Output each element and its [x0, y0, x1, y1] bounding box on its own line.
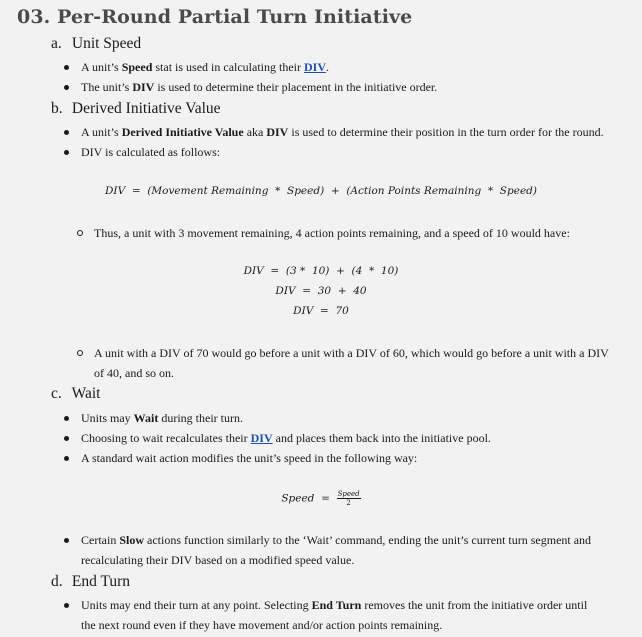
bullet-icon	[64, 456, 69, 461]
hollow-bullet-icon	[77, 230, 83, 236]
bullet-icon	[64, 538, 69, 543]
text: actions function similarly to the ‘Wait’ command, ending the unit’s current turn segment and	[144, 533, 592, 547]
section-title: End Turn	[71, 573, 131, 590]
list-item	[64, 57, 329, 77]
text: Units may end their turn at any point. Selecting	[81, 598, 312, 612]
fraction-denominator: 2	[346, 499, 351, 507]
text: aka	[243, 125, 267, 139]
text: A unit’s	[81, 60, 122, 74]
bullet-icon	[64, 416, 69, 421]
text: stat is used in calculating their	[152, 60, 305, 74]
bullet-icon	[64, 85, 69, 90]
list-item	[64, 408, 243, 428]
text: the next round even if they have movement and/or action points remaining.	[81, 618, 443, 632]
text: Units may	[81, 411, 134, 425]
fraction	[337, 490, 361, 507]
text: is used to determine their placement in the initiative order.	[154, 80, 438, 94]
section-label: c.	[51, 385, 62, 402]
section-title: Unit Speed	[71, 35, 142, 52]
bold-term: DIV	[266, 125, 289, 139]
list-item	[64, 142, 220, 162]
section-heading-derived-initiative-value	[51, 100, 221, 118]
example-equation-line-1: DIV = (3 * 10) + (4 * 10)	[243, 265, 399, 277]
formula-equals: =	[321, 492, 330, 505]
section-title: Derived Initiative Value	[71, 100, 221, 117]
text: .	[326, 60, 330, 74]
text: The unit’s	[81, 80, 133, 94]
text: removes the unit from the initiative order until	[361, 598, 588, 612]
sub-list-item	[77, 343, 609, 383]
bullet-icon	[64, 130, 69, 135]
bold-term: Slow	[119, 533, 145, 547]
section-heading-wait	[51, 385, 101, 403]
bold-term: Derived Initiative Value	[121, 125, 244, 139]
text: A unit’s	[81, 125, 122, 139]
bullet-icon	[64, 150, 69, 155]
example-equation-line-3: DIV = 70	[293, 305, 349, 317]
formula-lhs: Speed	[281, 492, 315, 505]
text: A standard wait action modifies the unit’s speed in the following way:	[81, 451, 418, 465]
section-title: Wait	[71, 385, 101, 402]
div-formula: DIV = (Movement Remaining * Speed) + (Action Points Remaining * Speed)	[105, 185, 537, 197]
text: recalculating their DIV based on a modified speed value.	[81, 553, 355, 567]
bullet-icon	[64, 65, 69, 70]
wait-speed-formula	[0, 490, 642, 507]
fraction-numerator: Speed	[337, 490, 360, 498]
list-item	[64, 428, 491, 448]
list-item	[64, 122, 604, 142]
sub-list-item	[77, 223, 570, 243]
text: of 40, and so on.	[94, 366, 174, 380]
text: Certain	[81, 533, 120, 547]
list-item	[64, 530, 591, 570]
section-label: d.	[51, 573, 63, 590]
bold-term: End Turn	[311, 598, 362, 612]
text: during their turn.	[158, 411, 243, 425]
bold-term: Speed	[121, 60, 153, 74]
bullet-icon	[64, 436, 69, 441]
bullet-icon	[64, 603, 69, 608]
example-equation-line-2: DIV = 30 + 40	[275, 285, 367, 297]
bold-term: DIV	[132, 80, 155, 94]
section-heading-end-turn	[51, 573, 130, 591]
section-label: a.	[51, 35, 62, 52]
text: Thus, a unit with 3 movement remaining, 4 action points remaining, and a speed of 10 would have:	[94, 226, 570, 240]
text: DIV is calculated as follows:	[81, 145, 221, 159]
text: and places them back into the initiative pool.	[272, 431, 491, 445]
list-item	[64, 448, 417, 468]
text: A unit with a DIV of 70 would go before a unit with a DIV of 60, which would go before a unit with a DIV	[94, 346, 609, 360]
hollow-bullet-icon	[77, 350, 83, 356]
text: Choosing to wait recalculates their	[81, 431, 251, 445]
list-item	[64, 77, 437, 97]
div-link[interactable]: DIV	[304, 60, 327, 74]
div-link[interactable]: DIV	[250, 431, 273, 445]
bold-term: Wait	[133, 411, 159, 425]
page-title: 03. Per-Round Partial Turn Initiative	[17, 6, 413, 28]
section-heading-unit-speed	[51, 35, 141, 53]
section-label: b.	[51, 100, 63, 117]
text: is used to determine their position in the turn order for the round.	[288, 125, 604, 139]
list-item	[64, 595, 587, 635]
